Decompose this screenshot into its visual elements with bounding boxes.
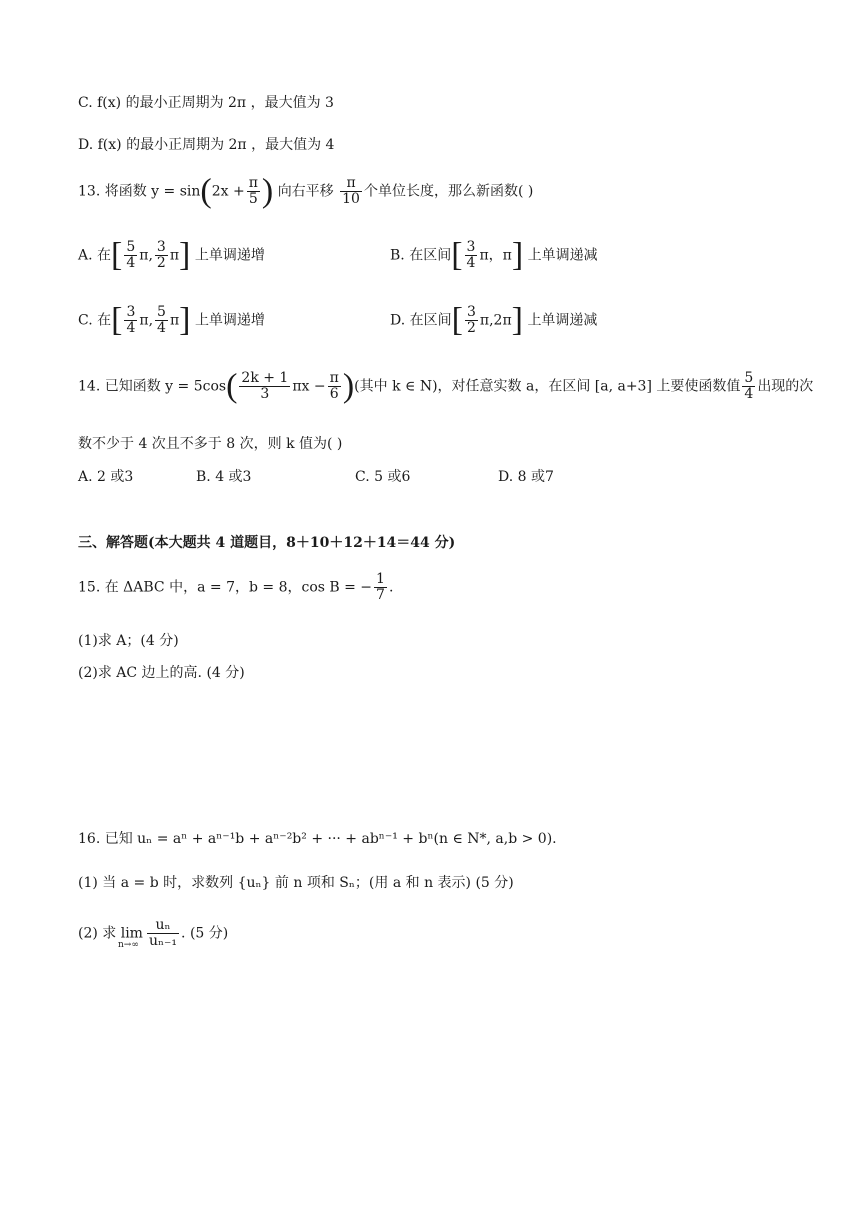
q14-option-a: A. 2 或3 xyxy=(78,469,134,485)
q16-stem: 16. 已知 uₙ = aⁿ + aⁿ⁻¹b + aⁿ⁻²b² + ··· + abⁿ⁻¹ + bⁿ(n ∈ N*, a,b > 0). xyxy=(78,831,557,847)
q12-option-d: D. f(x) 的最小正周期为 2π ，最大值为 4 xyxy=(78,137,335,153)
q15-part-2: (2)求 AC 边上的高. (4 分) xyxy=(78,665,245,681)
q14-option-d: D. 8 或7 xyxy=(498,469,554,485)
q14-stem: 14. 已知函数 y = 5cos( $\frac{2k + 1}{3}$ πx − $\frac{\pi}{6}$ )(其中 k ∈ N)，对任意实数 a，在区间 [a, a+3] 上要使函数值 $\frac{5}{4}$ 出现的次 xyxy=(78,367,814,405)
q13-phase-fraction: $\frac{\pi}{5}$ xyxy=(248,175,258,207)
q13-stem-mid: 向右平移 xyxy=(277,183,334,200)
q13-option-c: C. 在[ $\frac{3}{4}$ π, $\frac{5}{4}$ π] 上单调递增 xyxy=(78,301,265,339)
q13-option-d: D. 在区间[ $\frac{3}{2}$ π,2π] 上单调递减 xyxy=(390,301,598,339)
q13-stem: 13. 将函数 y = sin(2x + $\frac{\pi}{5}$ ) 向右平移 $\frac{\pi}{10}$ 个单位长度，那么新函数( ) xyxy=(78,172,534,210)
q15-stem: 15. 在 ΔABC 中，a = 7，b = 8，cos B = − $\frac{1}{7}$ . xyxy=(78,571,394,603)
q15-part-1: (1)求 A；(4 分) xyxy=(78,633,179,649)
section-3-heading: 三、解答题(本大题共 4 道题目，8＋10＋12＋14＝44 分) xyxy=(78,535,456,551)
q13-stem-post: 个单位长度，那么新函数( ) xyxy=(363,183,534,200)
q13-shift-fraction: $\frac{\pi}{10}$ xyxy=(342,175,360,207)
q16-lim-subscript: n→∞ xyxy=(118,940,139,950)
q14-option-c: C. 5 或6 xyxy=(355,469,411,485)
q13-stem-pre: 13. 将函数 y = sin xyxy=(78,183,201,200)
q12-option-c: C. f(x) 的最小正周期为 2π ，最大值为 3 xyxy=(78,95,334,111)
q16-part-1: (1) 当 a = b 时，求数列 {uₙ} 前 n 项和 Sₙ；(用 a 和 n 表示) (5 分) xyxy=(78,875,514,891)
q13-option-b: B. 在区间[ $\frac{3}{4}$ π，π] 上单调递减 xyxy=(390,236,598,274)
q13-stem-arg: 2x + xyxy=(211,183,245,200)
q13-option-a: A. 在[ $\frac{5}{4}$ π, $\frac{3}{2}$ π] 上单调递增 xyxy=(78,236,265,274)
q14-stem-line2: 数不少于 4 次且不多于 8 次，则 k 值为( ) xyxy=(78,436,343,452)
q14-option-b: B. 4 或3 xyxy=(196,469,252,485)
q16-part-2: (2) 求 lim $\frac{\text{uₙ}}{\text{uₙ₋₁}}$ . (5 分) n→∞ xyxy=(78,917,229,950)
